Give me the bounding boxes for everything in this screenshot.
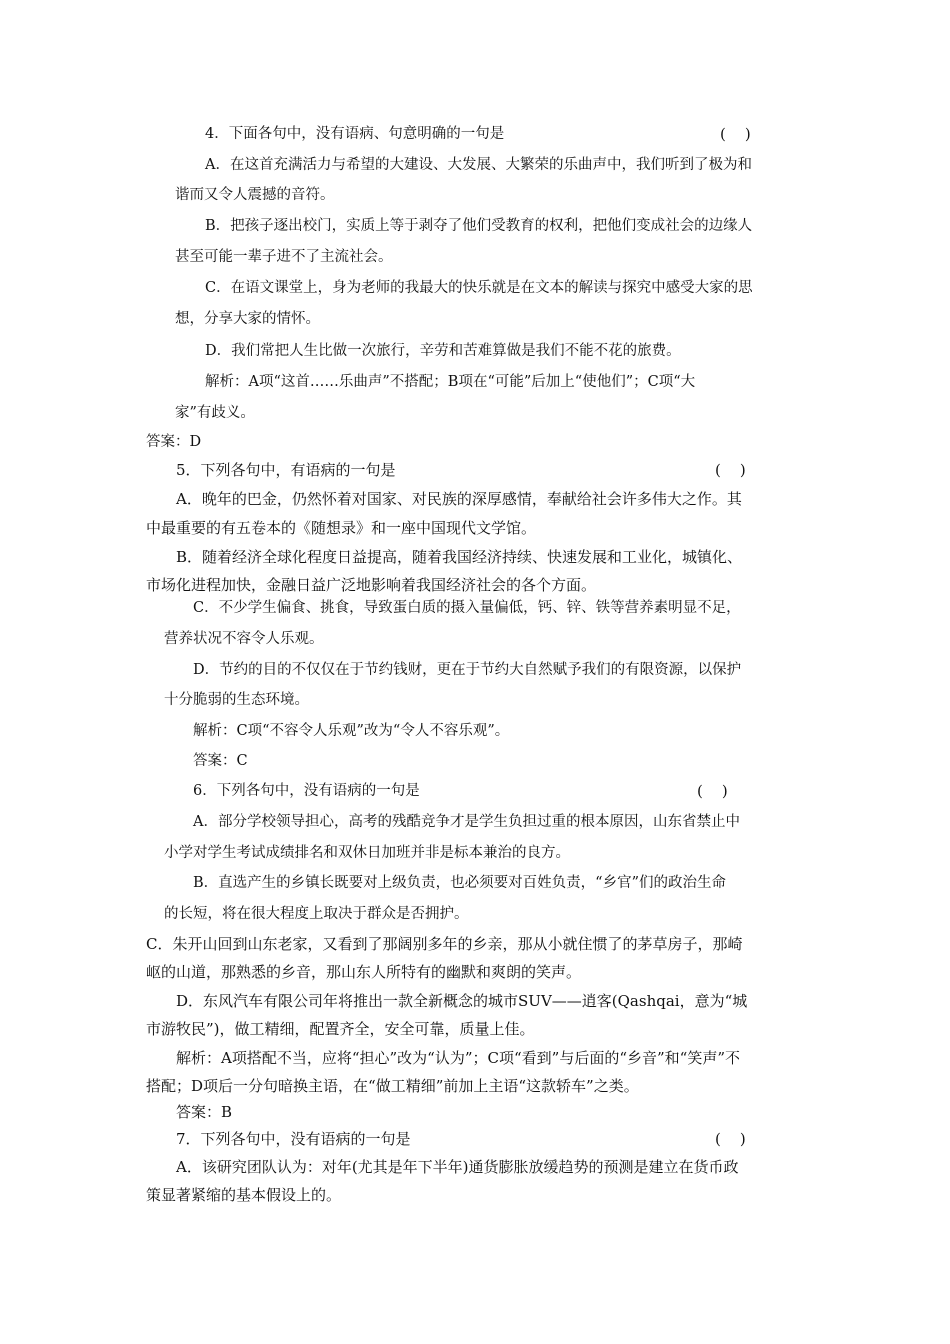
q7-option-a-line2: 策显著紧缩的基本假设上的。 (146, 1186, 342, 1204)
q6-option-c-line2: 岖的山道，那熟悉的乡音，那山东人所特有的幽默和爽朗的笑声。 (146, 963, 582, 981)
q4-option-b-line2: 甚至可能一辈子进不了主流社会。 (175, 249, 393, 265)
q4-option-c-line1: C．在语文课堂上，身为老师的我最大的快乐就是在文本的解读与探究中感受大家的思 (205, 280, 753, 296)
q6-option-a-line1: A．部分学校领导担心，高考的残酷竞争才是学生负担过重的根本原因，山东省禁止中 (193, 814, 740, 830)
q5-answer-paren: ( ) (715, 461, 746, 479)
q5-option-b-line2: 市场化进程加快，金融日益广泛地影响着我国经济社会的各个方面。 (146, 576, 597, 594)
q6-answer: 答案：B (176, 1103, 233, 1121)
q4-option-b-line1: B．把孩子逐出校门，实质上等于剥夺了他们受教育的权利，把他们变成社会的边缘人 (205, 218, 753, 234)
q4-option-a-line2: 谐而又令人震撼的音符。 (175, 187, 335, 203)
q4-option-d: D．我们常把人生比做一次旅行，辛劳和苦难算做是我们不能不花的旅费。 (205, 343, 681, 359)
q5-stem: 5．下列各句中，有语病的一句是 (176, 461, 396, 479)
q4-option-a-line1: A．在这首充满活力与希望的大建设、大发展、大繁荣的乐曲声中，我们听到了极为和 (205, 157, 752, 173)
q6-stem: 6．下列各句中，没有语病的一句是 (193, 783, 420, 799)
q4-stem: 4．下面各句中，没有语病、句意明确的一句是 (205, 126, 505, 142)
q7-stem: 7．下列各句中，没有语病的一句是 (176, 1130, 411, 1148)
q7-option-a-line1: A．该研究团队认为：对年(尤其是年下半年)通货膨胀放缓趋势的预测是建立在货币政 (176, 1158, 739, 1176)
q7-answer-paren: ( ) (715, 1130, 746, 1148)
q5-option-d-line2: 十分脆弱的生态环境。 (164, 692, 309, 708)
q6-option-d-line2: 市游牧民”)，做工精细，配置齐全，安全可靠，质量上佳。 (146, 1020, 535, 1038)
q6-answer-paren: ( ) (697, 782, 728, 800)
q5-option-c-line2: 营养状况不容令人乐观。 (164, 631, 324, 647)
q6-option-d-line1: D．东风汽车有限公司年将推出一款全新概念的城市SUV——逍客(Qashqai，意为“城 (176, 992, 748, 1010)
q6-option-b-line2: 的长短，将在很大程度上取决于群众是否拥护。 (164, 906, 469, 922)
q6-option-b-line1: B．直选产生的乡镇长既要对上级负责，也必须要对百姓负责，“乡官”们的政治生命 (193, 875, 726, 891)
q4-option-c-line2: 想，分享大家的情怀。 (175, 311, 320, 327)
q5-answer: 答案：C (193, 753, 248, 769)
q5-option-a-line1: A．晚年的巴金，仍然怀着对国家、对民族的深厚感情，奉献给社会许多伟大之作。其 (176, 490, 742, 508)
q6-explanation-line1: 解析：A项搭配不当，应将“担心”改为“认为”；C项“看到”与后面的“乡音”和“笑声”不 (176, 1049, 740, 1067)
q6-explanation-line2: 搭配；D项后一分句暗换主语，在“做工精细”前加上主语“这款轿车”之类。 (146, 1077, 639, 1095)
q5-option-b-line1: B．随着经济全球化程度日益提高，随着我国经济持续、快速发展和工业化，城镇化、 (176, 548, 743, 566)
q4-answer: 答案：D (146, 434, 202, 450)
q6-option-a-line2: 小学对学生考试成绩排名和双休日加班并非是标本兼治的良方。 (164, 845, 570, 861)
q6-option-c-line1: C．朱开山回到山东老家，又看到了那阔别多年的乡亲，那从小就住惯了的茅草房子，那崎 (146, 935, 743, 953)
q5-option-c-line1: C．不少学生偏食、挑食，导致蛋白质的摄入量偏低，钙、锌、铁等营养素明显不足， (193, 600, 741, 616)
q5-option-a-line2: 中最重要的有五卷本的《随想录》和一座中国现代文学馆。 (146, 519, 537, 537)
q4-answer-paren: ( ) (720, 125, 751, 143)
q5-option-d-line1: D．节约的目的不仅仅在于节约钱财，更在于节约大自然赋予我们的有限资源，以保护 (193, 662, 742, 678)
q4-explanation-line2: 家”有歧义。 (175, 405, 255, 421)
q5-explanation: 解析：C项“不容令人乐观”改为“令人不容乐观”。 (193, 723, 510, 739)
q4-explanation-line1: 解析：A项“这首……乐曲声”不搭配；B项在“可能”后加上“使他们”；C项“大 (205, 374, 696, 390)
